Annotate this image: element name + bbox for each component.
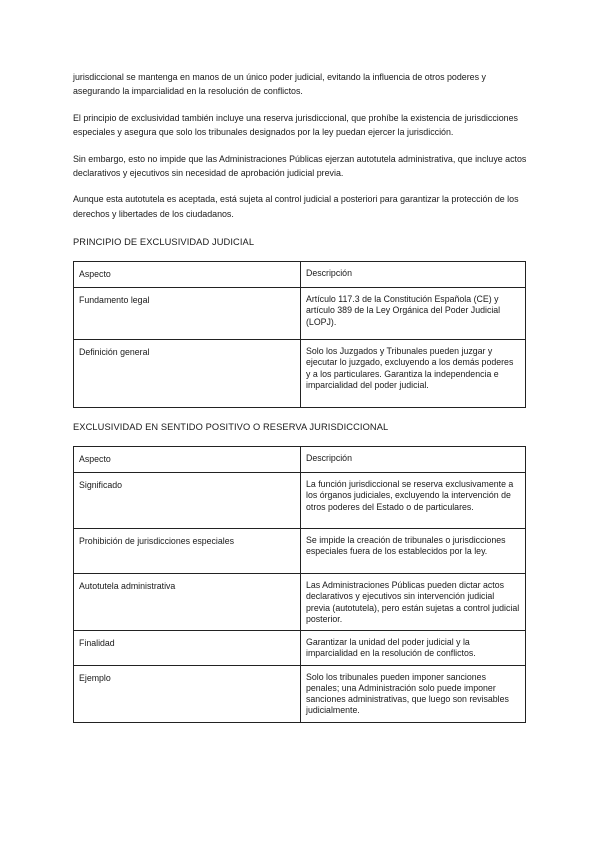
cell-descripcion: Se impide la creación de tribunales o jurisdicciones especiales fuera de los establecidos por la ley.: [301, 529, 526, 574]
cell-aspecto: Autotutela administrativa: [74, 574, 301, 631]
cell-descripcion: Garantizar la unidad del poder judicial y la imparcialidad en la resolución de conflictos.: [301, 631, 526, 665]
cell-aspecto: Significado: [74, 473, 301, 529]
header-aspecto: Aspecto: [74, 447, 301, 473]
table-row: [74, 340, 526, 408]
cell-aspecto: Prohibición de jurisdicciones especiales: [74, 529, 301, 574]
cell-descripcion: Solo los tribunales pueden imponer sanciones penales; una Administración solo puede imponer sanciones administrativas, que luego son revisables judicialmente.: [301, 665, 526, 722]
table-reserva-jurisdiccional: [73, 446, 526, 722]
cell-descripcion: La función jurisdiccional se reserva exclusivamente a los órganos judiciales, excluyendo la intervención de otros poderes del Estado o de particulares.: [301, 473, 526, 529]
section-title-exclusividad: PRINCIPIO DE EXCLUSIVIDAD JUDICIAL: [73, 237, 255, 248]
table-exclusividad: [73, 261, 526, 408]
header-descripcion: Descripción: [301, 447, 526, 473]
cell-aspecto: Definición general: [74, 340, 301, 408]
cell-aspecto: Fundamento legal: [74, 288, 301, 340]
table-header-row: [74, 262, 526, 288]
cell-descripcion: Solo los Juzgados y Tribunales pueden juzgar y ejecutar lo juzgado, excluyendo a los demás poderes y a los particulares. Garantiza la independencia e imparcialidad del poder judicial.: [301, 340, 526, 408]
cell-descripcion: Artículo 117.3 de la Constitución Española (CE) y artículo 389 de la Ley Orgánica del Poder Judicial (LOPJ).: [301, 288, 526, 340]
section-title-reserva: EXCLUSIVIDAD EN SENTIDO POSITIVO O RESERVA JURISDICCIONAL: [73, 422, 389, 433]
paragraph-intro: jurisdiccional se mantenga en manos de un único poder judicial, evitando la influencia de otros poderes y asegurando la imparcialidad en la resolución de conflictos.: [73, 72, 486, 97]
table-row: [74, 288, 526, 340]
paragraph-control-judicial: Aunque esta autotutela es aceptada, está sujeta al control judicial a posteriori para garantizar la protección de los derechos y libertades de los ciudadanos.: [73, 194, 519, 219]
document-page: [73, 70, 528, 723]
header-aspecto: Aspecto: [74, 262, 301, 288]
cell-descripcion: Las Administraciones Públicas pueden dictar actos declarativos y ejecutivos sin intervención judicial previa (autotutela), pero están sujetas a control judicial posterior.: [301, 574, 526, 631]
table-row: [74, 529, 526, 574]
table-row: [74, 631, 526, 665]
table-row: [74, 473, 526, 529]
paragraph-autotutela: Sin embargo, esto no impide que las Administraciones Públicas ejerzan autotutela administrativa, que incluye actos declarativos y ejecutivos sin necesidad de aprobación judicial previa.: [73, 153, 527, 179]
table-header-row: [74, 447, 526, 473]
paragraph-reserva: El principio de exclusividad también incluye una reserva jurisdiccional, que prohíbe la existencia de jurisdicciones especiales y asegura que solo los tribunales designados por la ley puedan ejercer la jurisdicción.: [73, 112, 518, 138]
table-row: [74, 574, 526, 631]
header-descripcion: Descripción: [301, 262, 526, 288]
cell-aspecto: Ejemplo: [74, 665, 301, 722]
cell-aspecto: Finalidad: [74, 631, 301, 665]
table-row: [74, 665, 526, 722]
